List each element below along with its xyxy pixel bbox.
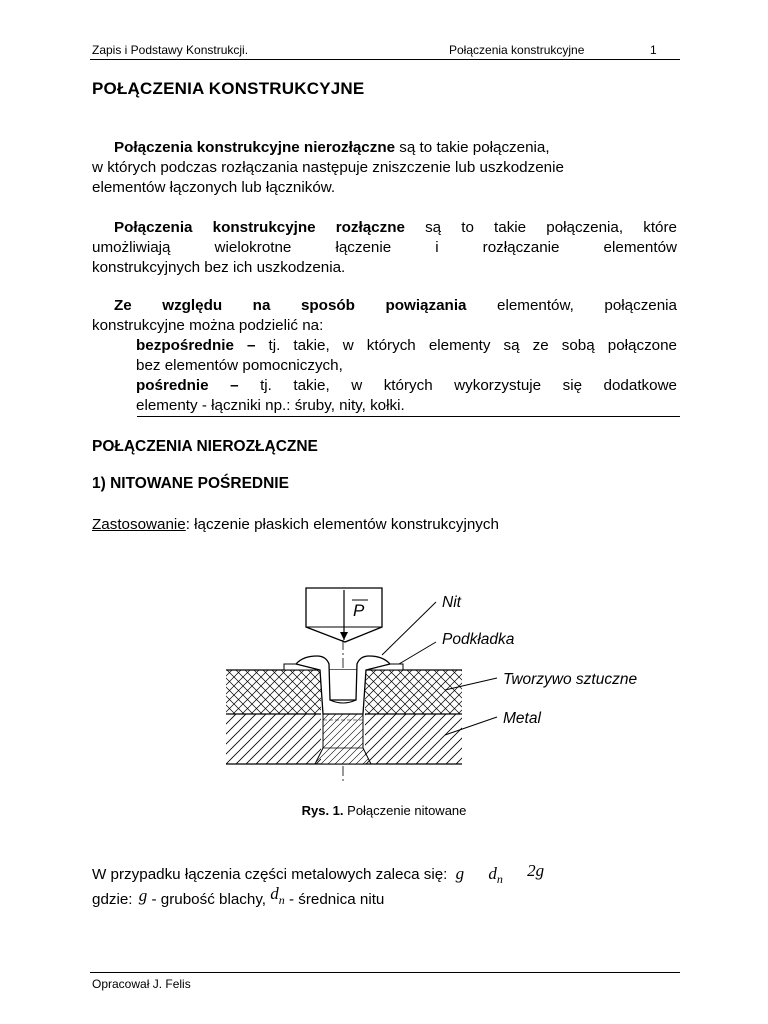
item1-rest: tj. takie, w których elementy są ze sobą połączone bbox=[255, 337, 678, 354]
item1-line2: bez elementów pomocniczych, bbox=[136, 357, 343, 374]
para1-line3: elementów łączonych lub łączników. bbox=[92, 179, 336, 196]
para1-bold: Połączenia konstrukcyjne nierozłączne bbox=[114, 139, 396, 156]
formula-text: W przypadku łączenia części metalowych zaleca się: bbox=[92, 866, 448, 883]
header-page-number: 1 bbox=[650, 43, 657, 57]
label-nit: Nit bbox=[442, 594, 461, 611]
paragraph-1 bbox=[92, 138, 677, 198]
formula-line-1 bbox=[92, 861, 712, 886]
application-text: : łączenie płaskich elementów konstrukcyjnych bbox=[185, 516, 499, 533]
figure-caption bbox=[0, 803, 768, 818]
application-line bbox=[92, 515, 677, 535]
para1-rest: są to takie połączenia, bbox=[395, 139, 550, 156]
application-label: Zastosowanie bbox=[92, 516, 186, 533]
formula-line2-d: d bbox=[270, 884, 279, 903]
item2-bold: pośrednie – bbox=[136, 377, 239, 394]
formula-d: d bbox=[488, 864, 497, 883]
header-left: Zapis i Podstawy Konstrukcji. bbox=[92, 43, 249, 57]
section-rule bbox=[137, 416, 680, 417]
rivet-figure bbox=[0, 560, 768, 800]
para2-line2: umożliwiają wielokrotne łączenie i rozłączanie elementów bbox=[92, 239, 677, 256]
item2-rest: tj. takie, w których wykorzystuje się dodatkowe bbox=[238, 377, 677, 394]
subsection-title: 1) NITOWANE POŚREDNIE bbox=[92, 475, 289, 492]
paragraph-2 bbox=[92, 218, 677, 278]
para2-line3: konstrukcyjnych bez ich uszkodzenia. bbox=[92, 259, 346, 276]
para3-line2: konstrukcyjne można podzielić na: bbox=[92, 317, 324, 334]
para3-bold: Ze względu na sposób powiązania bbox=[114, 297, 467, 314]
formula-line-2 bbox=[92, 884, 712, 910]
formula-where: gdzie: bbox=[92, 891, 133, 908]
force-label: P bbox=[353, 601, 365, 620]
header-rule bbox=[90, 59, 680, 60]
para1-line2: w których podczas rozłączania następuje zniszczenie lub uszkodzenie bbox=[92, 159, 564, 176]
item1-bold: bezpośrednie – bbox=[136, 337, 256, 354]
label-metal: Metal bbox=[503, 710, 541, 727]
para2-rest: są to takie połączenia, które bbox=[404, 219, 677, 236]
formula-line2-g: g bbox=[138, 886, 148, 905]
formula-line2-n: n bbox=[278, 893, 285, 907]
formula-n: n bbox=[496, 872, 503, 886]
label-washer: Podkładka bbox=[442, 631, 515, 648]
formula-line2-mid: - grubość blachy, bbox=[147, 891, 267, 908]
header-center: Połączenia konstrukcyjne bbox=[449, 43, 585, 57]
formula-g: g bbox=[455, 864, 465, 883]
formula-2g: 2g bbox=[527, 861, 545, 880]
para2-bold: Połączenia konstrukcyjne rozłączne bbox=[114, 219, 405, 236]
caption-text: Połączenie nitowane bbox=[343, 803, 467, 818]
label-plastic: Tworzywo sztuczne bbox=[503, 671, 638, 688]
footer-rule bbox=[90, 972, 680, 973]
page-title: POŁĄCZENIA KONSTRUKCYJNE bbox=[92, 79, 365, 98]
section-title: POŁĄCZENIA NIEROZŁĄCZNE bbox=[92, 438, 318, 455]
footer-author: Opracował J. Felis bbox=[92, 977, 191, 991]
item2-line2: elementy - łączniki np.: śruby, nity, kołki. bbox=[136, 397, 405, 414]
para3-rest: elementów, połączenia bbox=[466, 297, 678, 314]
caption-bold: Rys. 1. bbox=[301, 803, 344, 818]
formula-line2-end: - średnica nitu bbox=[284, 891, 385, 908]
paragraph-3 bbox=[92, 296, 677, 416]
punch bbox=[306, 588, 382, 642]
